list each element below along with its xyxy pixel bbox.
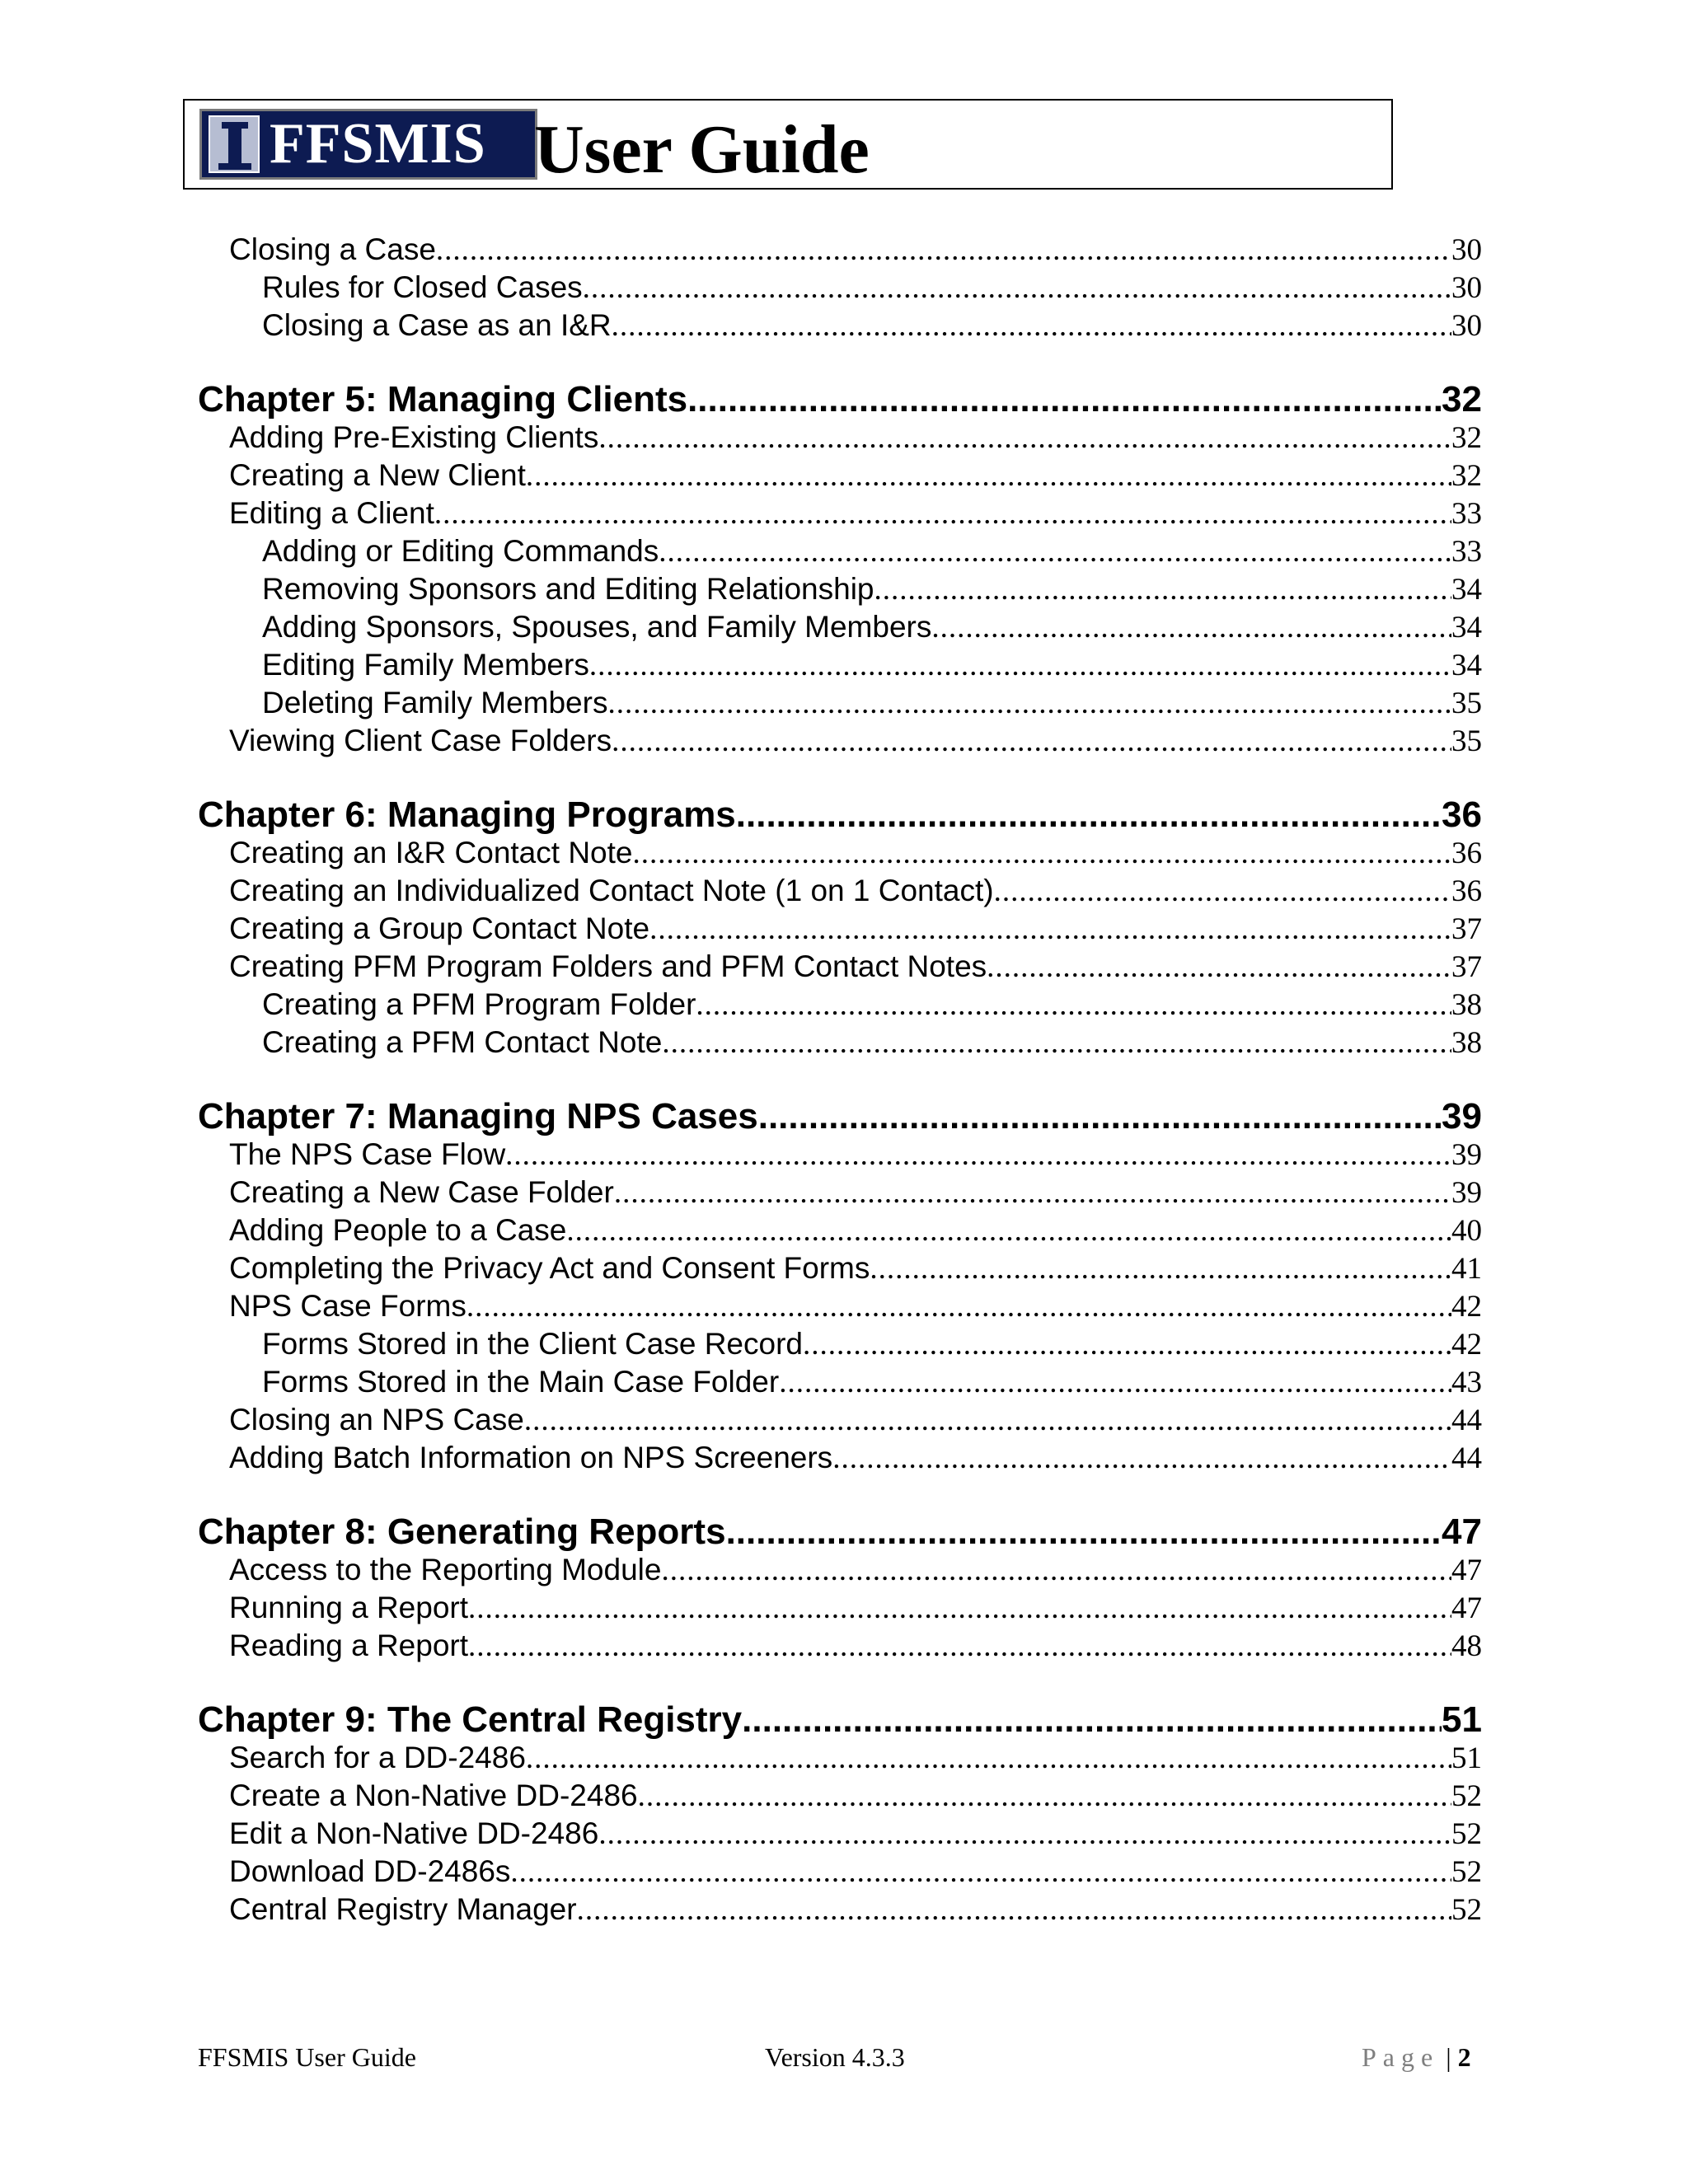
toc-entry-title: Adding People to a Case <box>229 1213 567 1247</box>
toc-page-number: 51 <box>1442 1699 1482 1740</box>
toc-page-number: 48 <box>1451 1629 1482 1663</box>
footer-doc-name: FFSMIS User Guide <box>198 2042 416 2072</box>
toc-page-number: 51 <box>1451 1741 1482 1775</box>
toc-section[interactable] <box>229 420 1482 457</box>
toc-entry-title: Creating a Group Contact Note <box>229 912 650 945</box>
toc-entry-title: Creating a PFM Contact Note <box>262 1025 663 1059</box>
toc-page-number: 34 <box>1451 611 1482 644</box>
toc-leader-dots <box>638 1779 1451 1814</box>
toc-page-number: 52 <box>1451 1779 1482 1813</box>
toc-subsection[interactable] <box>262 610 1482 646</box>
toc-page-number: 32 <box>1451 421 1482 455</box>
toc-subsection[interactable] <box>262 648 1482 684</box>
footer-page-label: Page <box>1362 2042 1440 2072</box>
toc-page-number: 38 <box>1451 988 1482 1022</box>
toc-entry-title: Creating a New Case Folder <box>229 1175 614 1209</box>
toc-entry-title: Closing a Case <box>229 232 436 266</box>
toc-leader-dots <box>505 1137 1451 1173</box>
toc-page-number: 35 <box>1451 687 1482 720</box>
toc-leader-dots <box>803 1327 1451 1362</box>
toc-page-number: 38 <box>1451 1026 1482 1060</box>
toc-page-number: 52 <box>1451 1893 1482 1927</box>
toc-section[interactable] <box>229 836 1482 872</box>
toc-page-number: 30 <box>1451 233 1482 267</box>
toc-section[interactable] <box>229 724 1482 760</box>
toc-leader-dots <box>662 1025 1451 1061</box>
toc-chapter[interactable] <box>198 379 1482 422</box>
toc-leader-dots <box>779 1365 1451 1400</box>
toc-leader-dots <box>577 1892 1451 1928</box>
toc-section[interactable] <box>229 1213 1482 1249</box>
toc-section[interactable] <box>229 1289 1482 1325</box>
toc-section[interactable] <box>229 1441 1482 1477</box>
toc-entry-title: Chapter 7: Managing NPS Cases <box>198 1096 758 1137</box>
toc-page-number: 37 <box>1451 950 1482 984</box>
toc-entry-title: Closing a Case as an I&R <box>262 308 612 342</box>
toc-section[interactable] <box>229 1403 1482 1439</box>
toc-page-number: 39 <box>1451 1138 1482 1172</box>
toc-leader-dots <box>649 912 1451 947</box>
toc-entry-title: Creating an I&R Contact Note <box>229 836 633 869</box>
toc-leader-dots <box>614 1175 1451 1211</box>
toc-page-number: 30 <box>1451 309 1482 343</box>
toc-section[interactable] <box>229 1629 1482 1665</box>
toc-page-number: 43 <box>1451 1366 1482 1399</box>
toc-entry-title: NPS Case Forms <box>229 1289 467 1323</box>
toc-subsection[interactable] <box>262 572 1482 608</box>
toc-page-number: 42 <box>1451 1328 1482 1361</box>
toc-entry-title: Chapter 9: The Central Registry <box>198 1699 743 1740</box>
toc-leader-dots <box>436 232 1451 268</box>
toc-page-number: 39 <box>1451 1176 1482 1210</box>
toc-page-number: 32 <box>1451 459 1482 493</box>
toc-entry-title: Editing Family Members <box>262 648 589 682</box>
toc-entry-title: Closing an NPS Case <box>229 1403 524 1436</box>
toc-subsection[interactable] <box>262 1327 1482 1363</box>
toc-entry-title: The NPS Case Flow <box>229 1137 506 1171</box>
toc-entry-title: Rules for Closed Cases <box>262 270 583 304</box>
toc-page-number: 42 <box>1451 1290 1482 1324</box>
toc-entry-title: Removing Sponsors and Editing Relationship <box>262 572 874 606</box>
toc-leader-dots <box>434 496 1451 532</box>
toc-entry-title: Creating an Individualized Contact Note (1 on 1 Contact) <box>229 874 994 907</box>
toc-page-number: 47 <box>1451 1554 1482 1587</box>
toc-subsection[interactable] <box>262 686 1482 722</box>
footer-page-number: 2 <box>1457 2042 1471 2072</box>
toc-entry-title: Deleting Family Members <box>262 686 608 719</box>
toc-section[interactable] <box>229 1854 1482 1891</box>
toc-section[interactable] <box>229 1892 1482 1929</box>
toc-leader-dots <box>598 420 1451 456</box>
toc-subsection[interactable] <box>262 1025 1482 1062</box>
toc-leader-dots <box>661 1553 1451 1588</box>
toc-section[interactable] <box>229 1741 1482 1777</box>
toc-section[interactable] <box>229 1137 1482 1174</box>
toc-page-number: 40 <box>1451 1214 1482 1248</box>
toc-leader-dots <box>510 1854 1451 1890</box>
toc-leader-dots <box>758 1096 1442 1137</box>
toc-section[interactable] <box>229 874 1482 910</box>
toc-leader-dots <box>696 987 1451 1023</box>
toc-leader-dots <box>526 1741 1451 1776</box>
toc-entry-title: Editing a Client <box>229 496 434 530</box>
toc-leader-dots <box>566 1213 1451 1249</box>
toc-entry-title: Running a Report <box>229 1591 469 1624</box>
toc-page-number: 30 <box>1451 271 1482 305</box>
toc-entry-title: Central Registry Manager <box>229 1892 577 1926</box>
toc-leader-dots <box>832 1441 1451 1476</box>
toc-leader-dots <box>524 1403 1451 1438</box>
toc-page-number: 36 <box>1442 794 1482 835</box>
footer-separator: | <box>1446 2042 1451 2072</box>
toc-chapter[interactable] <box>198 1699 1482 1742</box>
toc-leader-dots <box>736 794 1442 836</box>
toc-leader-dots <box>632 836 1451 871</box>
toc-leader-dots <box>870 1251 1451 1286</box>
toc-page-number: 32 <box>1442 379 1482 419</box>
toc-section[interactable] <box>229 1251 1482 1287</box>
toc-section[interactable] <box>229 458 1482 494</box>
toc-entry-title: Create a Non-Native DD-2486 <box>229 1779 638 1812</box>
toc-entry-title: Chapter 6: Managing Programs <box>198 794 736 835</box>
toc-page-number: 34 <box>1451 649 1482 682</box>
toc-entry-title: Creating PFM Program Folders and PFM Contact Notes <box>229 949 987 983</box>
toc-page-number: 39 <box>1442 1096 1482 1137</box>
toc-leader-dots <box>583 270 1451 306</box>
document-title: User Guide <box>534 111 870 188</box>
toc-section[interactable] <box>229 1591 1482 1627</box>
toc-subsection[interactable] <box>262 1365 1482 1401</box>
toc-section[interactable] <box>229 496 1482 532</box>
toc-page-number: 36 <box>1451 837 1482 870</box>
toc-entry-title: Forms Stored in the Main Case Folder <box>262 1365 780 1399</box>
toc-chapter[interactable] <box>198 794 1482 837</box>
toc-subsection[interactable] <box>262 987 1482 1024</box>
toc-section[interactable] <box>229 1816 1482 1853</box>
toc-entry-title: Edit a Non-Native DD-2486 <box>229 1816 599 1850</box>
toc-entry-title: Adding Sponsors, Spouses, and Family Members <box>262 610 932 644</box>
toc-entry-title: Creating a New Client <box>229 458 526 492</box>
toc-leader-dots <box>987 949 1451 985</box>
toc-chapter[interactable] <box>198 1096 1482 1139</box>
toc-entry-title: Chapter 5: Managing Clients <box>198 379 688 419</box>
toc-page-number: 35 <box>1451 724 1482 758</box>
toc-leader-dots <box>931 610 1451 645</box>
toc-page-number: 34 <box>1451 573 1482 607</box>
toc-leader-dots <box>612 308 1451 344</box>
toc-section[interactable] <box>229 232 1482 269</box>
footer-version: Version 4.3.3 <box>765 2042 905 2072</box>
toc-leader-dots <box>687 379 1442 420</box>
toc-leader-dots <box>526 458 1451 494</box>
toc-page-number: 47 <box>1442 1511 1482 1552</box>
toc-leader-dots <box>994 874 1451 909</box>
toc-entry-title: Creating a PFM Program Folder <box>262 987 696 1021</box>
toc-entry-title: Viewing Client Case Folders <box>229 724 612 757</box>
toc-section[interactable] <box>229 949 1482 986</box>
toc-leader-dots <box>659 534 1451 569</box>
toc-section[interactable] <box>229 1175 1482 1212</box>
toc-page-number: 44 <box>1451 1404 1482 1437</box>
toc-section[interactable] <box>229 1779 1482 1815</box>
logo-text: FFSMIS <box>270 112 486 176</box>
toc-subsection[interactable] <box>262 534 1482 570</box>
toc-leader-dots <box>607 686 1451 721</box>
toc-leader-dots <box>468 1591 1451 1626</box>
toc-leader-dots <box>742 1699 1442 1741</box>
toc-leader-dots <box>589 648 1451 683</box>
toc-entry-title: Search for a DD-2486 <box>229 1741 526 1774</box>
toc-subsection[interactable] <box>262 308 1482 344</box>
toc-leader-dots <box>468 1629 1451 1664</box>
toc-entry-title: Adding Pre-Existing Clients <box>229 420 599 454</box>
toc-leader-dots <box>874 572 1452 607</box>
toc-page-number: 33 <box>1451 497 1482 531</box>
toc-subsection[interactable] <box>262 270 1482 307</box>
toc-entry-title: Download DD-2486s <box>229 1854 511 1888</box>
toc-entry-title: Adding or Editing Commands <box>262 534 659 568</box>
toc-page-number: 36 <box>1451 874 1482 908</box>
toc-page-number: 37 <box>1451 912 1482 946</box>
toc-page-number: 41 <box>1451 1252 1482 1286</box>
toc-leader-dots <box>612 724 1451 759</box>
toc-entry-title: Access to the Reporting Module <box>229 1553 662 1586</box>
toc-entry-title: Reading a Report <box>229 1629 469 1662</box>
toc-page-number: 44 <box>1451 1441 1482 1475</box>
toc-leader-dots <box>598 1816 1451 1852</box>
toc-page-number: 52 <box>1451 1855 1482 1889</box>
toc-leader-dots <box>467 1289 1451 1324</box>
toc-entry-title: Completing the Privacy Act and Consent Forms <box>229 1251 870 1285</box>
toc-entry-title: Chapter 8: Generating Reports <box>198 1511 726 1552</box>
toc-entry-title: Adding Batch Information on NPS Screeners <box>229 1441 833 1474</box>
toc-section[interactable] <box>229 912 1482 948</box>
toc-page-number: 33 <box>1451 535 1482 569</box>
footer-page <box>1362 2042 1471 2073</box>
toc-section[interactable] <box>229 1553 1482 1589</box>
toc-page-number: 47 <box>1451 1591 1482 1625</box>
toc-page-number: 52 <box>1451 1817 1482 1851</box>
toc-chapter[interactable] <box>198 1511 1482 1554</box>
toc-leader-dots <box>726 1511 1442 1553</box>
toc-entry-title: Forms Stored in the Client Case Record <box>262 1327 803 1361</box>
